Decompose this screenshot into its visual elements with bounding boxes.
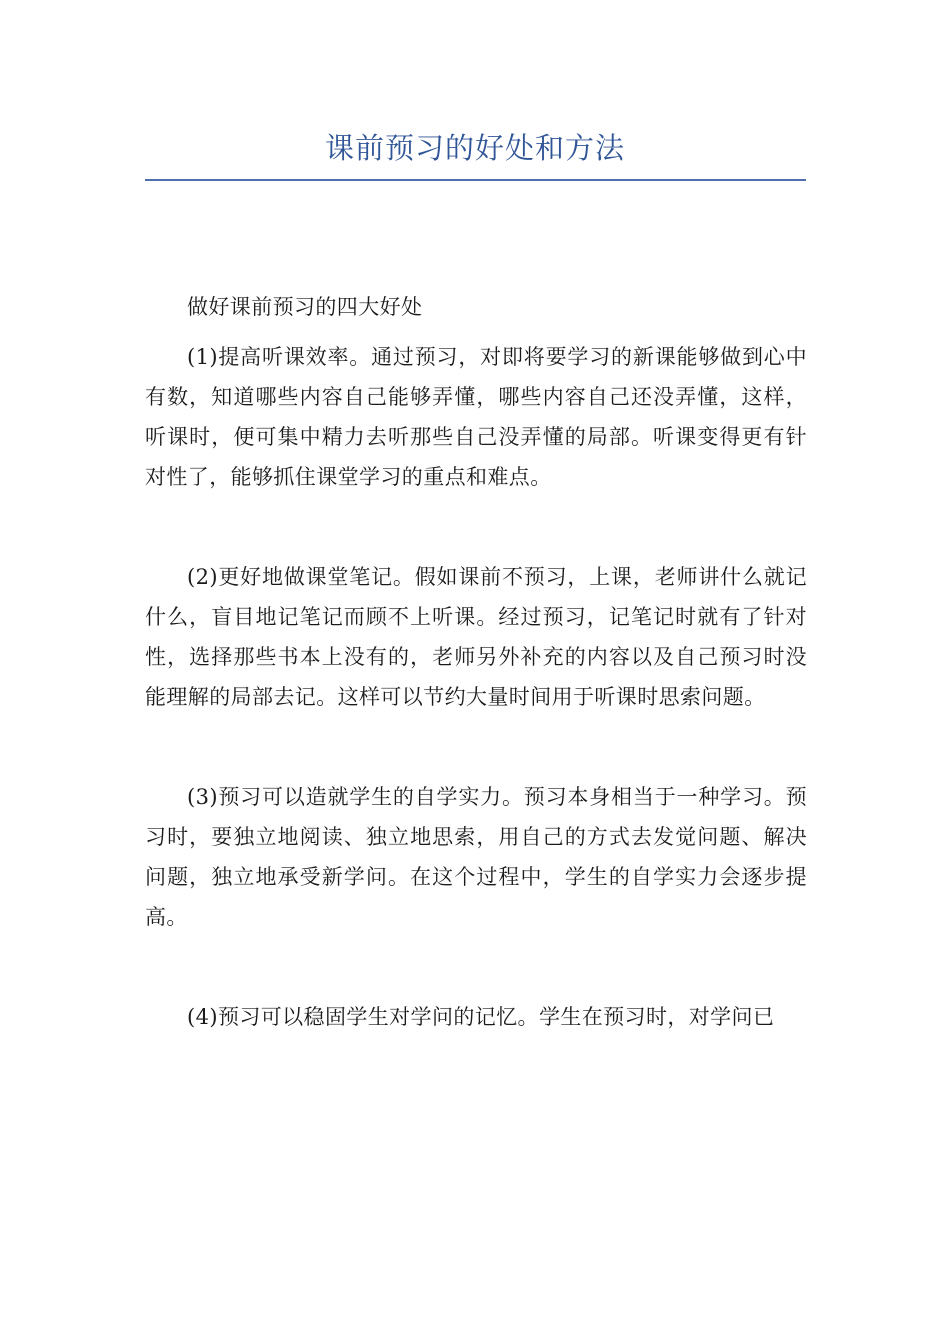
section-heading: 做好课前预习的四大好处 [187,295,423,319]
title-underline [145,179,806,181]
document-body [145,287,807,1037]
paragraph-benefit-4: (4)预习可以稳固学生对学问的记忆。学生在预习时，对学问已 [187,1005,775,1029]
paragraph-benefit-1: (1)提高听课效率。通过预习，对即将要学习的新课能够做到心中有数，知道哪些内容自己能够弄懂，哪些内容自己还没弄懂，这样，听课时，便可集中精力去听那些自己没弄懂的局部。听课变得更有针对性了，能够抓住课堂学习的重点和难点。 [145,345,807,489]
paragraph-benefit-2: (2)更好地做课堂笔记。假如课前不预习，上课，老师讲什么就记什么，盲目地记笔记而顾不上听课。经过预习，记笔记时就有了针对性，选择那些书本上没有的，老师另外补充的内容以及自己预习时没能理解的局部去记。这样可以节约大量时间用于听课时思索问题。 [145,565,807,709]
paragraph-benefit-3: (3)预习可以造就学生的自学实力。预习本身相当于一种学习。预习时，要独立地阅读、独立地思索，用自己的方式去发觉问题、解决问题，独立地承受新学问。在这个过程中，学生的自学实力会逐步提高。 [145,785,807,929]
document-title: 课前预习的好处和方法 [324,131,625,165]
